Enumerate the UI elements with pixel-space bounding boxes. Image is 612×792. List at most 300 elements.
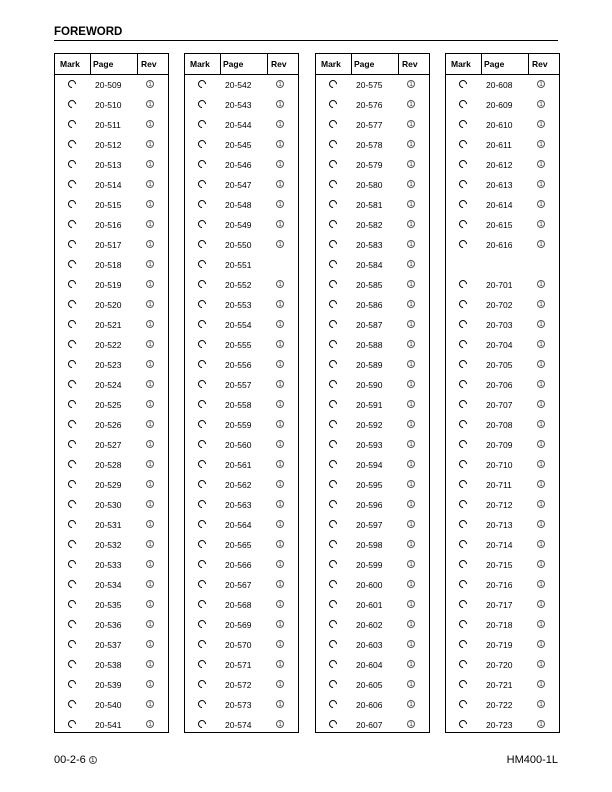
- table-row: [185, 135, 298, 155]
- page-number-cell: 20-542: [225, 80, 252, 90]
- revision-circle-icon: 1: [537, 720, 545, 728]
- table-row: [185, 155, 298, 175]
- revision-circle-icon: 1: [146, 620, 154, 628]
- mark-circle-icon: [327, 238, 338, 249]
- page-number-cell: 20-611: [486, 140, 512, 150]
- mark-circle-icon: [327, 618, 338, 629]
- page-number-cell: 20-536: [95, 620, 122, 630]
- table-row: [446, 235, 559, 255]
- column-divider: [351, 54, 352, 74]
- table-row: [55, 255, 168, 275]
- rev-column-header: Rev: [532, 59, 548, 69]
- page-number-cell: 20-514: [95, 180, 122, 190]
- mark-circle-icon: [457, 718, 468, 729]
- revision-circle-icon: 1: [537, 700, 545, 708]
- mark-circle-icon: [66, 438, 77, 449]
- table-row: [446, 475, 559, 495]
- rev-column-header: Rev: [402, 59, 418, 69]
- revision-circle-icon: 1: [537, 360, 545, 368]
- table-row: [446, 255, 559, 275]
- page-number-cell: 20-703: [486, 320, 513, 330]
- page-number-cell: 20-552: [225, 280, 252, 290]
- page-number-cell: 20-722: [486, 700, 513, 710]
- page-number-cell: 20-593: [356, 440, 383, 450]
- revision-circle-icon: 1: [146, 100, 154, 108]
- mark-circle-icon: [327, 198, 338, 209]
- page-number-cell: 20-604: [356, 660, 383, 670]
- mark-circle-icon: [327, 418, 338, 429]
- mark-circle-icon: [457, 638, 468, 649]
- revision-circle-icon: 1: [146, 160, 154, 168]
- page-number-cell: 20-579: [356, 160, 383, 170]
- mark-circle-icon: [327, 478, 338, 489]
- revision-circle-icon: 1: [407, 620, 415, 628]
- mark-circle-icon: [327, 78, 338, 89]
- table-row: [185, 115, 298, 135]
- mark-circle-icon: [196, 258, 207, 269]
- table-row: [316, 455, 429, 475]
- table-row: [316, 395, 429, 415]
- revision-circle-icon: 1: [537, 560, 545, 568]
- mark-circle-icon: [66, 138, 77, 149]
- page-number-cell: 20-565: [225, 540, 252, 550]
- revision-circle-icon: 1: [407, 200, 415, 208]
- page-number-cell: 20-545: [225, 140, 252, 150]
- page-number-cell: 20-600: [356, 580, 383, 590]
- revision-circle-icon: 1: [407, 140, 415, 148]
- revision-circle-icon: 1: [146, 420, 154, 428]
- page-number-cell: 20-594: [356, 460, 383, 470]
- page-number-cell: 20-543: [225, 100, 252, 110]
- page-number-cell: 20-519: [95, 280, 122, 290]
- mark-circle-icon: [327, 278, 338, 289]
- page-number-cell: 20-610: [486, 120, 513, 130]
- table-row: [446, 155, 559, 175]
- page-number-cell: 20-713: [486, 520, 513, 530]
- page-number-cell: 20-551: [225, 260, 252, 270]
- mark-circle-icon: [66, 658, 77, 669]
- page-number-cell: 20-584: [356, 260, 383, 270]
- page-number-cell: 20-510: [95, 100, 122, 110]
- table-row: [316, 615, 429, 635]
- table-row: [185, 455, 298, 475]
- mark-circle-icon: [196, 558, 207, 569]
- revision-circle-icon: 1: [146, 380, 154, 388]
- revision-circle-icon: 1: [146, 400, 154, 408]
- page-number-cell: 20-541: [95, 720, 122, 730]
- revision-circle-icon: 1: [276, 720, 284, 728]
- table-row: [55, 335, 168, 355]
- table-row: [316, 555, 429, 575]
- page-number-cell: 20-714: [486, 540, 513, 550]
- table-row: [185, 515, 298, 535]
- page-number-cell: 20-589: [356, 360, 383, 370]
- page-number-cell: 20-606: [356, 700, 383, 710]
- mark-circle-icon: [196, 698, 207, 709]
- table-row: [55, 235, 168, 255]
- table-row: [316, 575, 429, 595]
- mark-circle-icon: [66, 598, 77, 609]
- page-number-cell: 20-718: [486, 620, 513, 630]
- mark-circle-icon: [327, 358, 338, 369]
- table-row: [316, 335, 429, 355]
- mark-circle-icon: [196, 218, 207, 229]
- page-number-cell: 20-556: [225, 360, 252, 370]
- page-header: [54, 26, 558, 41]
- mark-circle-icon: [327, 638, 338, 649]
- table-row: [446, 715, 559, 735]
- page-number-cell: 20-706: [486, 380, 513, 390]
- mark-circle-icon: [457, 118, 468, 129]
- table-row: [446, 275, 559, 295]
- page-number-cell: 20-525: [95, 400, 122, 410]
- mark-circle-icon: [196, 598, 207, 609]
- mark-circle-icon: [196, 578, 207, 589]
- revision-circle-icon: 1: [537, 280, 545, 288]
- mark-circle-icon: [196, 498, 207, 509]
- table-row: [316, 175, 429, 195]
- table-row: [55, 595, 168, 615]
- table-row: [55, 135, 168, 155]
- mark-circle-icon: [66, 578, 77, 589]
- mark-circle-icon: [457, 658, 468, 669]
- page-number-cell: 20-537: [95, 640, 122, 650]
- table-row: [55, 355, 168, 375]
- revision-circle-icon: 1: [146, 240, 154, 248]
- mark-circle-icon: [327, 178, 338, 189]
- revision-circle-icon: 1: [276, 560, 284, 568]
- revision-circle-icon: 1: [146, 680, 154, 688]
- page-title: FOREWORD: [54, 26, 123, 38]
- page-number-cell: 20-528: [95, 460, 122, 470]
- mark-circle-icon: [66, 198, 77, 209]
- page-number-cell: 20-562: [225, 480, 252, 490]
- mark-circle-icon: [327, 218, 338, 229]
- mark-circle-icon: [327, 698, 338, 709]
- table-row: [446, 215, 559, 235]
- revision-circle-icon: 1: [407, 500, 415, 508]
- table-row: [446, 335, 559, 355]
- page-number-cell: 20-512: [95, 140, 122, 150]
- column-divider: [528, 54, 529, 74]
- page-number-cell: 20-555: [225, 340, 252, 350]
- table-row: [446, 95, 559, 115]
- page-number-cell: 20-592: [356, 420, 383, 430]
- mark-circle-icon: [457, 98, 468, 109]
- revision-circle-icon: 1: [276, 180, 284, 188]
- page-number-cell: 20-526: [95, 420, 122, 430]
- page-number-cell: 20-615: [486, 220, 513, 230]
- mark-circle-icon: [327, 678, 338, 689]
- page-number-cell: 20-599: [356, 560, 383, 570]
- page-number-cell: 20-578: [356, 140, 383, 150]
- table-row: [316, 515, 429, 535]
- revision-circle-icon: 1: [537, 640, 545, 648]
- revision-circle-icon: 1: [407, 260, 415, 268]
- mark-circle-icon: [196, 298, 207, 309]
- revision-circle-icon: 1: [146, 520, 154, 528]
- page-number-cell: 20-569: [225, 620, 252, 630]
- page-number-cell: 20-601: [356, 600, 383, 610]
- page-number-cell: 20-596: [356, 500, 383, 510]
- table-row: [55, 75, 168, 95]
- mark-circle-icon: [457, 218, 468, 229]
- page-number-cell: 20-518: [95, 260, 122, 270]
- revision-circle-icon: 1: [537, 680, 545, 688]
- mark-circle-icon: [457, 318, 468, 329]
- mark-circle-icon: [196, 718, 207, 729]
- table-row: [185, 615, 298, 635]
- table-row: [446, 435, 559, 455]
- revision-circle-icon: 1: [407, 680, 415, 688]
- revision-circle-icon: 1: [276, 680, 284, 688]
- revision-circle-icon: 1: [537, 300, 545, 308]
- page-number-cell: 20-509: [95, 80, 122, 90]
- table-row: [446, 115, 559, 135]
- table-row: [316, 135, 429, 155]
- revision-circle-icon: 1: [407, 80, 415, 88]
- table-row: [55, 395, 168, 415]
- table-row: [446, 655, 559, 675]
- mark-circle-icon: [66, 98, 77, 109]
- column-divider: [137, 54, 138, 74]
- table-row: [185, 375, 298, 395]
- table-row: [185, 315, 298, 335]
- page-number-cell: 20-702: [486, 300, 513, 310]
- revision-circle-icon: 1: [146, 300, 154, 308]
- page-number-cell: 20-566: [225, 560, 252, 570]
- mark-column-header: Mark: [60, 59, 80, 69]
- table-row: [185, 435, 298, 455]
- revision-circle-icon: 1: [407, 420, 415, 428]
- page-number-cell: 20-539: [95, 680, 122, 690]
- page-number-cell: 20-560: [225, 440, 252, 450]
- mark-circle-icon: [196, 318, 207, 329]
- page-number-cell: 20-550: [225, 240, 252, 250]
- table-row: [185, 95, 298, 115]
- mark-circle-icon: [66, 538, 77, 549]
- revision-circle-icon: 1: [146, 280, 154, 288]
- revision-circle-icon: 1: [146, 460, 154, 468]
- page-number-cell: 20-588: [356, 340, 383, 350]
- table-row: [316, 295, 429, 315]
- page-number-cell: 20-568: [225, 600, 252, 610]
- mark-circle-icon: [66, 378, 77, 389]
- revision-circle-icon: 1: [276, 700, 284, 708]
- page-number-cell: 20-547: [225, 180, 252, 190]
- revision-circle-icon: 1: [276, 400, 284, 408]
- revision-table-3: [315, 53, 430, 733]
- revision-circle-icon: 1: [537, 80, 545, 88]
- page-number-cell: 20-538: [95, 660, 122, 670]
- page-number-cell: 20-701: [486, 280, 513, 290]
- revision-circle-icon: 1: [537, 480, 545, 488]
- mark-circle-icon: [196, 238, 207, 249]
- mark-circle-icon: [196, 78, 207, 89]
- revision-circle-icon: 1: [146, 720, 154, 728]
- mark-circle-icon: [327, 578, 338, 589]
- revision-circle-icon: 1: [276, 580, 284, 588]
- table-row: [446, 535, 559, 555]
- revision-circle-icon: 1: [276, 300, 284, 308]
- mark-circle-icon: [457, 698, 468, 709]
- revision-circle-icon: 1: [407, 380, 415, 388]
- page-number-cell: 20-614: [486, 200, 513, 210]
- revision-table-4: [445, 53, 560, 733]
- table-row: [185, 415, 298, 435]
- mark-circle-icon: [457, 298, 468, 309]
- page-number-cell: 20-723: [486, 720, 513, 730]
- page-number-cell: 20-585: [356, 280, 383, 290]
- page-number-cell: 20-721: [486, 680, 513, 690]
- page-column-header: Page: [93, 59, 114, 69]
- table-row: [316, 215, 429, 235]
- revision-circle-icon: 1: [407, 340, 415, 348]
- page-number-cell: 20-535: [95, 600, 122, 610]
- revision-circle-icon: 1: [537, 200, 545, 208]
- mark-circle-icon: [66, 718, 77, 729]
- table-header: [446, 54, 559, 75]
- mark-circle-icon: [457, 418, 468, 429]
- table-row: [185, 195, 298, 215]
- mark-circle-icon: [457, 198, 468, 209]
- revision-circle-icon: 1: [407, 360, 415, 368]
- table-row: [55, 315, 168, 335]
- page-number-cell: 20-597: [356, 520, 383, 530]
- mark-circle-icon: [66, 158, 77, 169]
- mark-circle-icon: [457, 498, 468, 509]
- mark-circle-icon: [457, 618, 468, 629]
- table-row: [55, 375, 168, 395]
- mark-circle-icon: [196, 418, 207, 429]
- table-row: [185, 595, 298, 615]
- table-row: [185, 295, 298, 315]
- table-row: [55, 615, 168, 635]
- page-rev-circle: 1: [89, 756, 97, 764]
- mark-circle-icon: [327, 118, 338, 129]
- table-row: [316, 155, 429, 175]
- table-row: [185, 635, 298, 655]
- mark-circle-icon: [66, 118, 77, 129]
- revision-circle-icon: 1: [146, 600, 154, 608]
- table-row: [446, 555, 559, 575]
- mark-circle-icon: [457, 178, 468, 189]
- column-divider: [481, 54, 482, 74]
- revision-circle-icon: 1: [276, 200, 284, 208]
- rev-column-header: Rev: [271, 59, 287, 69]
- page-number-cell: 20-716: [486, 580, 513, 590]
- table-row: [55, 495, 168, 515]
- page-number-cell: 20-515: [95, 200, 122, 210]
- page-number-cell: 20-576: [356, 100, 383, 110]
- revision-table-1: [54, 53, 169, 733]
- table-row: [446, 575, 559, 595]
- table-row: [316, 595, 429, 615]
- table-row: [55, 115, 168, 135]
- page-number-cell: 20-705: [486, 360, 513, 370]
- mark-circle-icon: [66, 78, 77, 89]
- page-number-cell: 20-570: [225, 640, 252, 650]
- revision-circle-icon: 1: [146, 320, 154, 328]
- mark-circle-icon: [457, 578, 468, 589]
- page-number-cell: 20-521: [95, 320, 122, 330]
- page-column-header: Page: [223, 59, 244, 69]
- table-row: [55, 635, 168, 655]
- revision-circle-icon: 1: [537, 420, 545, 428]
- page-number-cell: 20-591: [356, 400, 383, 410]
- table-row: [55, 415, 168, 435]
- revision-circle-icon: 1: [146, 200, 154, 208]
- revision-circle-icon: 1: [407, 560, 415, 568]
- revision-circle-icon: 1: [537, 320, 545, 328]
- revision-circle-icon: 1: [276, 620, 284, 628]
- page-number-cell: 20-616: [486, 240, 513, 250]
- revision-circle-icon: 1: [276, 640, 284, 648]
- revision-circle-icon: 1: [407, 240, 415, 248]
- mark-circle-icon: [327, 298, 338, 309]
- table-row: [185, 495, 298, 515]
- table-row: [55, 215, 168, 235]
- table-body: [55, 75, 168, 735]
- page-number-cell: 20-715: [486, 560, 513, 570]
- page-number-cell: 20-605: [356, 680, 383, 690]
- table-row: [185, 175, 298, 195]
- mark-circle-icon: [457, 478, 468, 489]
- table-row: [55, 695, 168, 715]
- table-row: [446, 635, 559, 655]
- revision-circle-icon: 1: [276, 420, 284, 428]
- mark-circle-icon: [457, 138, 468, 149]
- table-row: [185, 275, 298, 295]
- page-number-cell: 20-559: [225, 420, 252, 430]
- revision-circle-icon: 1: [537, 660, 545, 668]
- mark-circle-icon: [457, 598, 468, 609]
- page-number-cell: 20-582: [356, 220, 383, 230]
- revision-circle-icon: 1: [146, 80, 154, 88]
- page-number-cell: 20-523: [95, 360, 122, 370]
- revision-circle-icon: 1: [276, 440, 284, 448]
- model-footer: HM400-1L: [506, 754, 558, 766]
- revision-circle-icon: 1: [276, 500, 284, 508]
- page-number-cell: 20-712: [486, 500, 513, 510]
- mark-circle-icon: [66, 678, 77, 689]
- revision-circle-icon: 1: [276, 140, 284, 148]
- revision-circle-icon: 1: [276, 220, 284, 228]
- page-number-cell: 20-530: [95, 500, 122, 510]
- table-row: [446, 515, 559, 535]
- page-number-cell: 20-531: [95, 520, 122, 530]
- table-row: [316, 115, 429, 135]
- table-row: [185, 475, 298, 495]
- table-row: [185, 575, 298, 595]
- table-row: [316, 715, 429, 735]
- mark-circle-icon: [196, 478, 207, 489]
- revision-circle-icon: 1: [276, 520, 284, 528]
- table-row: [446, 415, 559, 435]
- mark-circle-icon: [457, 338, 468, 349]
- mark-circle-icon: [457, 78, 468, 89]
- revision-circle-icon: 1: [537, 520, 545, 528]
- revision-circle-icon: 1: [537, 220, 545, 228]
- table-row: [316, 375, 429, 395]
- column-divider: [398, 54, 399, 74]
- revision-circle-icon: 1: [407, 440, 415, 448]
- mark-circle-icon: [327, 398, 338, 409]
- page-column-header: Page: [354, 59, 375, 69]
- table-row: [185, 695, 298, 715]
- page-number-cell: 20-598: [356, 540, 383, 550]
- revision-circle-icon: 1: [407, 100, 415, 108]
